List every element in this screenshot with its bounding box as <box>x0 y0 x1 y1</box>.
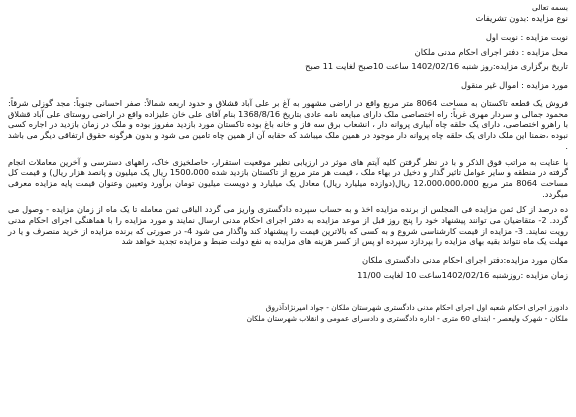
auction-datetime: تاریخ برگزاری مزایده:روز شنبه 1402/02/16 ساعت 10صبح لغایت 11 صبح <box>305 61 568 72</box>
auction-time: زمان مزایده :روزشنبه 1402/02/16ساعت 10 لغایت 11/00 <box>357 269 568 280</box>
auction-subject: مورد مزایده : اموال غیر منقول <box>460 80 568 91</box>
valuation-paragraph: با عنایت به مراتب فوق الذکر و با در نظر گرفتن کلیه آیتم های موثر در ارزیابی نظیر موقعیت استقرار، حاصلخیزی خاک، راههای دسترسی و آخرین معاملات انجام گرفته در منطقه و سایر عوامل تاثیر گذار و دخیل در بهاء ملک ، قیمت هر متر مربع از تاکستان بازدید شده 1500،000 ریال یک میلیون و پانصد هزار ریال) و قیمت کل مساحت 8064 متر مربع 12،000،000،000 ریال(دوازده میلیارد ریال) معادل یک میلیارد و دویست میلیون تومان برآورد وتعیین وعنوان قیمت پایه مزایده معرفی میگردد. <box>8 156 569 199</box>
auction-place-value: دفتر اجرای احکام مدنی دادگستری ملکان <box>362 255 504 266</box>
auction-round: نوبت مزایده : نوبت اول <box>485 31 568 42</box>
address-line: ملکان - شهرک ولیعصر - ابتدای 60 متری - اداره دادگستری و دادسرای عمومی و انقلاب شهرستان ملکان <box>246 314 568 324</box>
signature-line: دادورز اجرای احکام شعبه اول اجرای احکام مدنی دادگستری شهرستان ملکان - جواد امیرنژادآذروق <box>265 302 568 312</box>
bismillah-heading: بسمه تعالی <box>531 3 568 12</box>
auction-conditions: ده درصد از کل ثمن مزایده فی المجلس از برنده مزایده اخذ و به حساب سپرده دادگستری واریز می گردد الباقی ثمن معامله تا یک ماه از زمان مزایده - وصول می گردد. 2- متقاضیان می توانند پیشنهاد خود را پنج روز قبل از موعد مزایده به دفتر اجرای احکام مدنی ارسال نمایند و مورد مزایده را با هماهنگی اجرای احکام مدنی رویت نمایند. 3- مزایده از قیمت کارشناسی شروع و به کسی که بالاترین قیمت را پیشنهاد کند واگذار می شود 4- در صورتی که برنده مزایده از خرید منصرف و یا در مهلت یک ماه نتواند بقیه بهای مزایده را بپردازد سپرده او پس از کسر هزینه های مزایده به نفع دولت ضبط و مزایده تجدید خواهد شد <box>8 204 568 247</box>
auction-location: محل مزایده : دفتر اجرای احکام مدنی ملکان <box>414 46 568 57</box>
property-description: فروش یک قطعه تاکستان به مساحت 8064 متر مربع واقع در اراضی مشهور به آغ بر علی آباد قشلاق و حدود اربعه شمالاً: صفر احسانی جنوباً: مجد گوزلی شرقاً: محمود جمالی و سردار مهری غرباً: راه اختصاصی ملک دارای مبایعه نامه عادی بتاریخ 1368/8/16 بنام آقای علی خان علیزاده واقع در اراضی روستای علی آباد قشلاق با راهرو اختصاصی، دارای یک حلقه چاه آبیاری پروانه دار ، انشعاب برق سه فاز و خانه باغ بوده تاکستان مورد بازدید مفروز بوده و ملک در زمان بازدید در اجاره کسی نبوده ،ضمنا این ملک دارای یک حلقه چاه پروانه دار موجود در همین ملک میباشد که حقابه آن از همین چاه تامین می شود و بدون هرگونه حقوق ارتفاقی دیگر می باشد . <box>8 97 568 151</box>
auction-place-label: مکان مورد مزایده: <box>503 255 568 266</box>
auction-type: نوع مزایده :بدون تشریفات <box>475 13 568 23</box>
auction-place <box>8 255 568 266</box>
